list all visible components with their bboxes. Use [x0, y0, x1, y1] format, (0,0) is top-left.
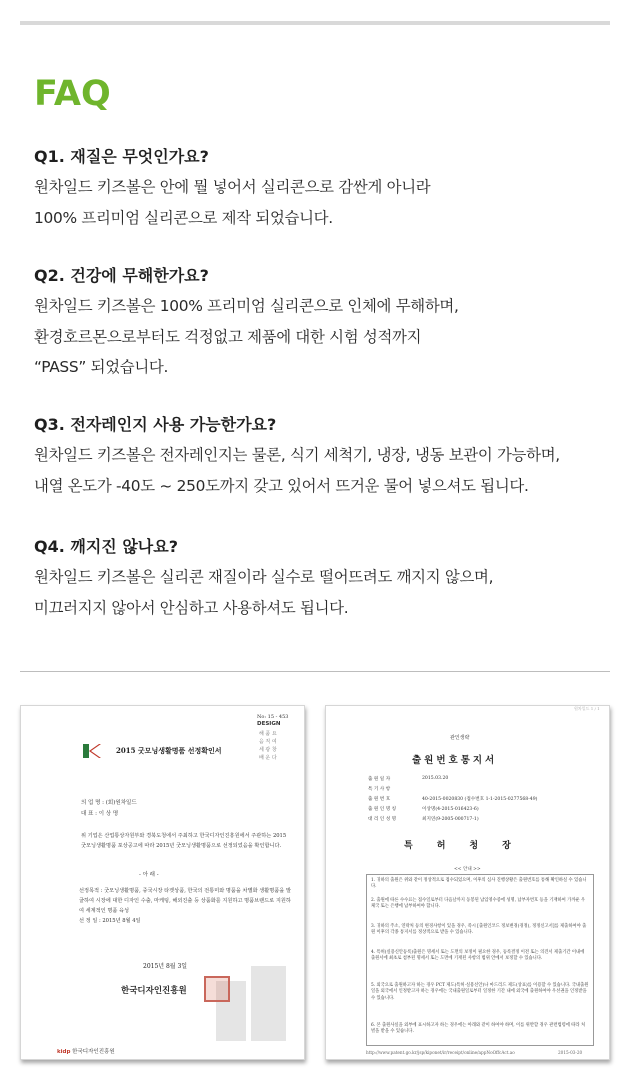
official-seal-icon	[204, 976, 230, 1002]
certificate-body: 위 기업은 산업통상자원부와 경북도청에서 주최하고 한국디자인진흥원에서 주관하는 2015 굿모닝생활명품 포상공고에 따라 2015년 굿모닝생활명품으로 선정되었음을 확인합니다.	[81, 833, 287, 849]
certificate-footer	[57, 1047, 115, 1055]
patent-footer-date: 2015-03-20	[558, 1050, 583, 1055]
faq-answer-line: 환경호르몬으로부터도 걱정없고 제품에 대한 시험 성적까지	[34, 327, 422, 346]
kidp-logo: kidp	[57, 1049, 71, 1055]
patent-document	[325, 705, 610, 1060]
patent-row-value: 최지연(9-2005-000717-1)	[422, 817, 479, 822]
faq-question: Q4. 깨지진 않나요?	[34, 537, 178, 556]
patent-note: 4. 특허(실용신안등록)출원은 명세서 또는 도면의 보정이 필요한 경우, 등록결정 이전 또는 의견서 제출기간 이내에 출원서에 최초로 첨부된 명세서 또는 도면에 기재된 사항의 범위 안에서 보정할 수 있습니다.	[371, 950, 585, 962]
certificate-number: No: 15 - 453	[257, 714, 289, 720]
design-stamp-word: DESIGN	[257, 721, 281, 727]
faq-answer-line: 원차일드 키즈볼은 안에 뭘 넣어서 실리콘으로 감싼게 아니라	[34, 178, 431, 196]
patent-guide-heading: << 안내 >>	[454, 867, 481, 872]
top-divider	[20, 21, 610, 25]
faq-item-1	[34, 145, 614, 233]
certificate-issuer: 한국디자인진흥원	[121, 986, 187, 996]
patent-row-label: 출 원 번 호	[368, 797, 391, 802]
patent-note: 5. 외국으로 출원하고자 하는 경우 PCT 제도(특허·실용신안)나 마드리드 제도(상표)를 이용할 수 있습니다. 국내출원일을 외국에서 인정받고자 하는 경우에는 국내출원일로부터 일정한 기간 내에 외국에 출원하여야 우선권을 인정받을 수 있습니다.	[371, 983, 589, 1001]
certificate-date: 2015년 8월 3일	[143, 963, 188, 970]
patent-footer-url: http://www.patent.go.kr/jsp/kiponet/ir/receipt/online/appNoOffcAct.ao	[366, 1050, 515, 1055]
certificate-title: 2015 굿모닝생활명품 선정확인서	[116, 746, 222, 755]
patent-note: 2. 출원에 따른 수수료는 접수일로부터 다음날까지 동봉된 납입영수증에 성명, 납부자번호 등을 기재하여 가까운 우체국 또는 은행에 납부하여야 합니다.	[371, 898, 586, 910]
faq-answer-line: 내열 온도가 -40도 ~ 250도까지 갖고 있어서 뜨거운 물어 넣으셔도 됩니다.	[34, 476, 529, 495]
faq-answer-line: “PASS” 되었습니다.	[34, 358, 169, 376]
certificate-footer-org: 한국디자인진흥원	[72, 1049, 115, 1055]
section-divider	[20, 671, 610, 672]
faq-answer-line: 미끄러지지 않아서 안심하고 사용하셔도 됩니다.	[34, 598, 349, 617]
patent-row-value: 2015.03.20	[422, 776, 449, 781]
patent-page-corner: 원차일드 1 / 1	[574, 706, 600, 711]
patent-row-label: 대 리 인 성 명	[368, 817, 397, 822]
patent-row-value: 이상명(4-2015-016423-6)	[422, 807, 479, 812]
patent-row-label: 출 원 일 자	[368, 777, 391, 782]
certificate-list-item: 선 정 일 : 2015년 8월 4일	[79, 918, 141, 924]
certificate-list-item: 선정목적 : 굿모닝생활명품, 중국시장 타겟상품, 한국의 전통미와 명품을 차별화 생활명품을 발굴하여 시장에 대한 디자인 수출, 마케팅, 해외진출 등 상품화를 지원하고 명품브랜드로 지원하여 세계적인 명품 육성	[79, 888, 291, 914]
certificate-section-heading: - 아 래 -	[139, 872, 159, 878]
patent-title: 출원번호통지서	[412, 755, 498, 766]
faq-item-4	[34, 535, 614, 623]
certificate-company: 의 업 명 : (회)원차일드	[81, 800, 137, 806]
faq-answer-line: 원차일드 키즈볼은 100% 프리미엄 실리콘으로 인체에 무해하며,	[34, 297, 459, 315]
faq-answer-line: 원차일드 키즈볼은 실리콘 재질이라 실수로 떨어뜨려도 깨지지 않으며,	[34, 568, 494, 586]
patent-note: 1. 귀하의 출원은 위와 같이 정상적으로 접수되었으며, 이후의 심사 진행상황은 출원번호를 통해 확인하실 수 있습니다.	[371, 878, 587, 890]
faq-item-3	[34, 413, 614, 501]
faq-answer-line: 원차일드 키즈볼은 전자레인지는 물론, 식기 세척기, 냉장, 냉동 보관이 가능하며,	[34, 446, 560, 464]
patent-note: 6. 본 출원사실을 외부에 표시하고자 하는 경우에는 아래와 같이 하여야 하며, 이를 위반할 경우 관련법령에 따라 처벌을 받을 수 있습니다.	[371, 1023, 586, 1035]
faq-title: FAQ	[34, 74, 111, 114]
good-design-logo-icon	[83, 744, 101, 758]
patent-row-value: 40-2015-0020830 (접수번호 1-1-2015-0277568-49)	[422, 797, 538, 802]
certificate-representative: 대 표 : 이 상 명	[81, 811, 119, 817]
patent-kind: 관인생략	[450, 735, 470, 741]
faq-question: Q1. 재질은 무엇인가요?	[34, 147, 209, 166]
patent-row-label: 출 원 인 명 칭	[368, 807, 397, 812]
design-stamp-lines: 해 품 요 음 직 여 세 광 창 배 운 다	[259, 731, 277, 761]
patent-row-label: 특 기 사 항	[368, 787, 391, 792]
faq-question: Q2. 건강에 무해한가요?	[34, 266, 209, 285]
faq-item-2	[34, 264, 614, 383]
faq-question: Q3. 전자레인지 사용 가능한가요?	[34, 415, 277, 434]
patent-office-head: 특허청장	[404, 841, 535, 851]
certificate-document	[20, 705, 305, 1060]
patent-note: 3. 귀하의 주소, 연락처 등의 변경사항이 있을 경우, 즉시 [출원인코드 정보변경(경정), 정정신고서]를 제출하여야 출원 이후의 각종 통지서를 정상적으로 받을 수 있습니다.	[371, 924, 587, 936]
faq-answer-line: 100% 프리미엄 실리콘으로 제작 되었습니다.	[34, 208, 333, 227]
certificate-list	[79, 886, 294, 926]
